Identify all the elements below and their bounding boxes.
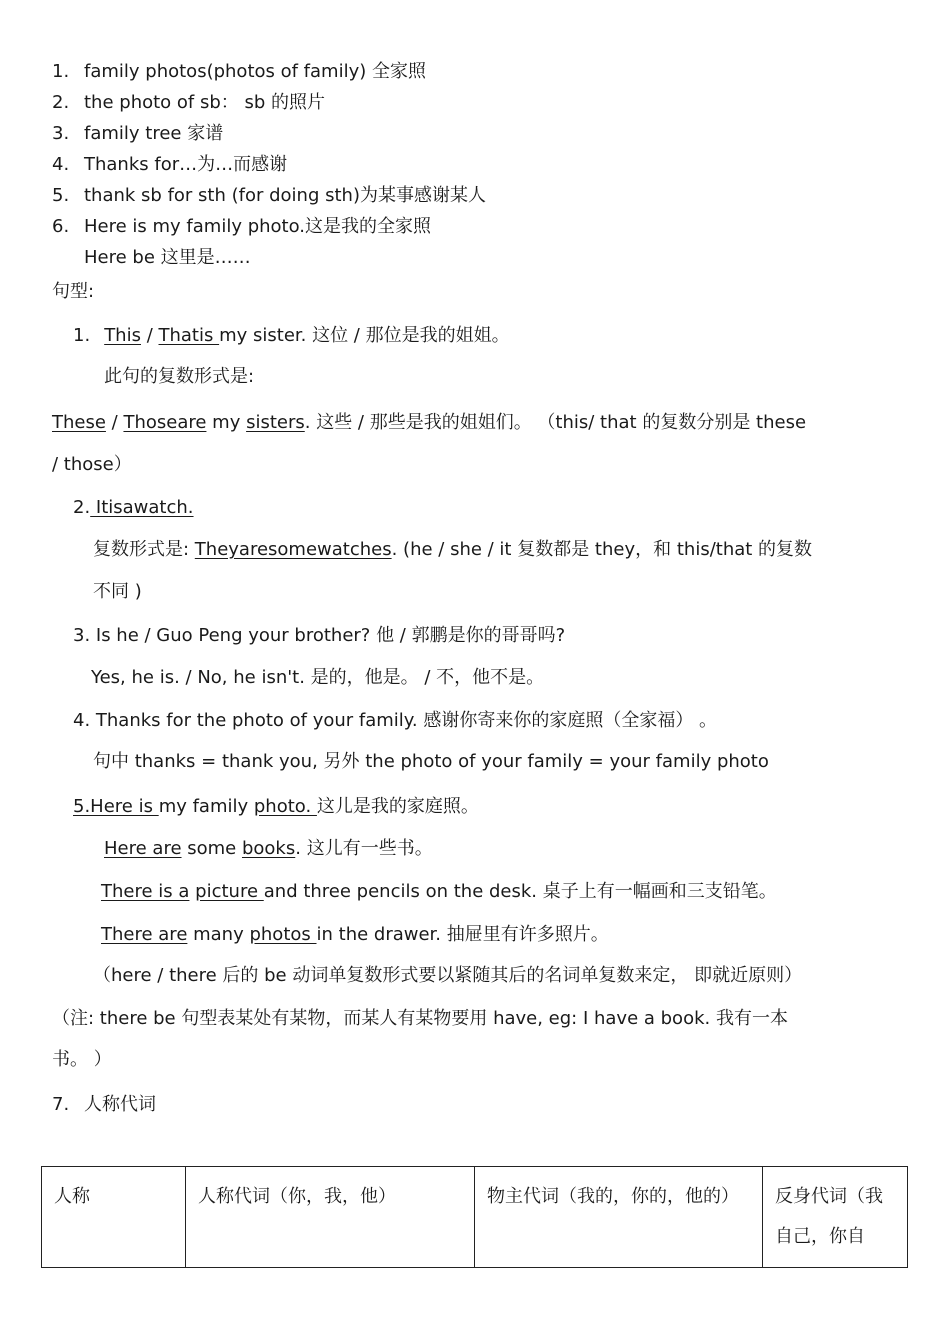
pattern-1-plural [52,412,806,434]
table-header-cell: 人称 [42,1167,186,1268]
vocab-text: family tree 家谱 [84,123,224,144]
list-number: 7. [52,1094,70,1115]
vocab-text: family photos(photos of family) 全家照 [84,61,426,82]
thatis-word: Thatis [158,325,220,346]
vocab-item [52,154,287,176]
list-number: 1. [52,61,70,82]
pattern-note: . (he / she / it 复数都是 they，和 this/that 的复数 [391,539,813,560]
underlined-phrase: There is a [101,881,190,902]
underlined-phrase: books [241,838,296,859]
list-number: 5. [52,185,70,206]
pattern-text: in the drawer. 抽屉里有许多照片。 [316,924,609,945]
list-number: 4. [52,154,70,175]
table-header-cell: 反身代词（我自己，你自 [763,1167,908,1268]
pattern-5-b [104,838,433,860]
pattern-sentence: Itisawatch. [90,497,194,518]
underlined-phrase: There are [101,924,188,945]
vocab-text: Here is my family photo.这是我的全家照 [84,216,432,237]
pattern-text: my sister. 这位 / 那位是我的姐姐。 [219,325,510,346]
pattern-number: 2. [73,497,91,518]
thoseare-word: Thoseare [123,412,207,433]
pronoun-table [41,1166,908,1268]
underlined-phrase: photos [249,924,317,945]
vocab-item [52,92,325,114]
vocab-item [52,216,431,238]
underlined-phrase: picture [195,881,264,902]
pattern-5-note: （here / there 后的 be 动词单复数形式要以紧随其后的名词单复数来定， 即就近原则） [93,965,803,986]
vocab-text: thank sb for sth (for doing sth)为某事感谢某人 [84,185,486,206]
pattern-text: . 这儿有一些书。 [295,838,433,859]
underlined-phrase: Here are [104,838,182,859]
section-label: 句型: [52,281,95,302]
pattern-5-c [101,881,777,903]
pattern-4-note: 句中 thanks = thank you, 另外 the photo of your family = your family photo [93,751,769,772]
list-number: 2. [52,92,70,113]
vocab-extra: Here be 这里是…… [84,247,251,268]
pattern-3-answer: Yes, he is. / No, he isn't. 是的，他是。 / 不，他不是。 [91,667,545,688]
vocab-text: Thanks for…为…而感谢 [84,154,288,175]
pattern-text: some [181,838,242,859]
pronoun-heading [52,1094,156,1116]
plural-intro: 此句的复数形式是: [104,366,255,387]
table-header-cell: 物主代词（我的，你的，他的） [475,1167,763,1268]
pattern-text: and three pencils on the desk. 桌子上有一幅画和三支铅笔。 [263,881,777,902]
pattern-5-d [101,924,609,946]
pattern-5-note-end: 书。 ） [52,1049,112,1070]
vocab-item [52,123,223,145]
pattern-3-question: 3. Is he / Guo Peng your brother? 他 / 郭鹏是你的哥哥吗? [73,625,566,646]
pattern-text: 这儿是我的家庭照。 [316,796,479,817]
sisters-word: sisters [246,412,305,433]
pattern-2-note-end: 不同 ) [93,581,142,602]
list-number: 3. [52,123,70,144]
table-header-cell: 人称代词（你，我，他） [186,1167,475,1268]
pattern-1-note-end: / those） [52,454,132,475]
underlined-phrase: photo. [253,796,317,817]
pattern-text: . 这些 / 那些是我的姐姐们。 （this/ that 的复数分别是 these [304,412,807,433]
pattern-1 [73,325,510,347]
heading-text: 人称代词 [84,1094,156,1115]
pattern-text: many [187,924,250,945]
underlined-phrase: 5.Here is [73,796,159,817]
pattern-5-a [73,796,479,818]
slash: / [105,412,124,433]
plural-sentence: Theyaresomewatches [194,539,392,560]
pattern-2 [73,497,194,519]
vocab-item [52,61,426,83]
pattern-text: my [206,412,247,433]
pattern-4: 4. Thanks for the photo of your family. 感谢你寄来你的家庭照（全家福） 。 [73,710,718,731]
pattern-text: my family [158,796,254,817]
pattern-5-note: （注: there be 句型表某处有某物，而某人有某物要用 have, eg: I have a book. 我有一本 [52,1008,788,1029]
pattern-2-plural [93,539,812,561]
these-word: These [52,412,106,433]
vocab-text: the photo of sb： sb 的照片 [84,92,326,113]
table-row [42,1167,908,1268]
pattern-number: 1. [73,325,91,346]
this-word: This [104,325,141,346]
slash: / [140,325,159,346]
vocab-item [52,185,486,207]
plural-label: 复数形式是: [93,539,195,560]
list-number: 6. [52,216,70,237]
